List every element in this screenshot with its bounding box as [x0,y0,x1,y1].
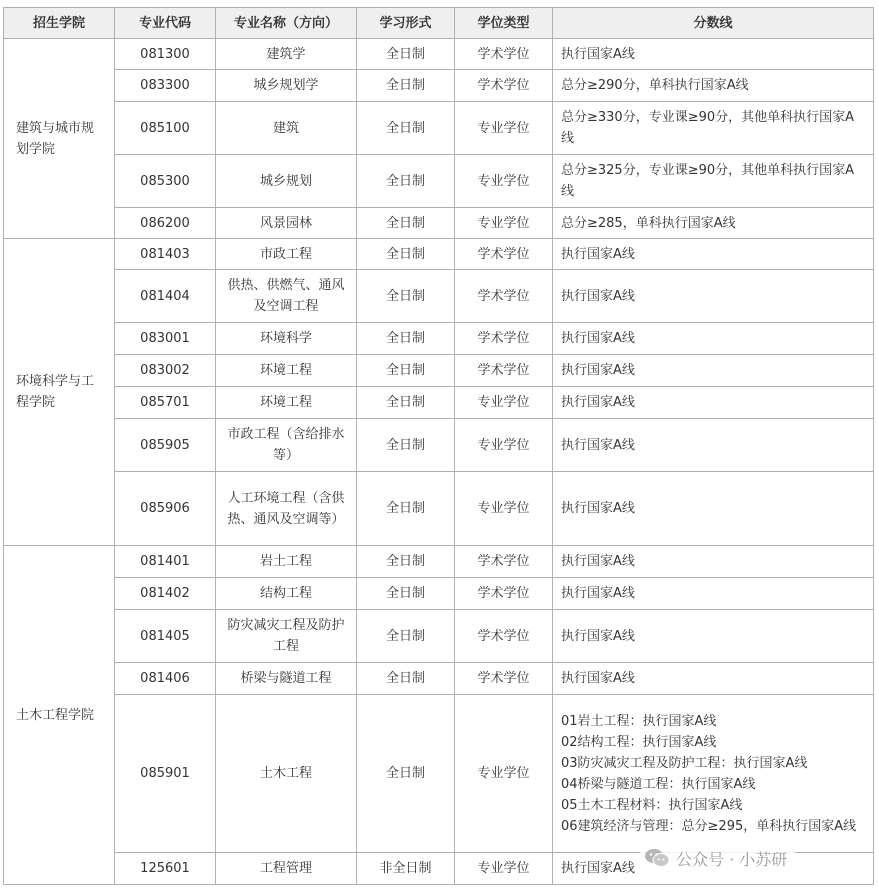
study-mode-cell: 全日制 [357,270,455,323]
table-row [4,70,874,102]
degree-type-cell: 学术学位 [455,323,553,355]
score-line-text: 03防灾减灾工程及防护工程：执行国家A线 [561,755,808,771]
study-mode-cell: 全日制 [357,387,455,419]
score-line-cell [553,419,874,472]
major-name-cell: 环境科学 [216,323,357,355]
major-name-cell: 城乡规划学 [216,70,357,102]
study-mode-cell: 全日制 [357,323,455,355]
table-row [4,208,874,239]
score-line-text: 执行国家A线 [561,628,635,644]
score-line-text: 执行国家A线 [561,246,635,262]
college-cell: 建筑与城市规划学院 [4,39,115,239]
score-line-text: 05土木工程材料：执行国家A线 [561,797,743,813]
score-line-text: 执行国家A线 [561,586,635,601]
degree-type-cell: 专业学位 [455,695,553,853]
score-line-text: 02结构工程：执行国家A线 [561,734,717,750]
degree-type-cell: 学术学位 [455,355,553,387]
score-line-cell [553,355,874,387]
major-name-cell: 市政工程（含给排水等） [216,419,357,472]
table-row [4,239,874,270]
score-line-text: 执行国家A线 [561,554,635,569]
score-line-text: 总分≥290分，单科执行国家A线 [561,78,749,93]
score-line-text: 06建筑经济与管理：总分≥295，单科执行国家A线 [561,818,857,834]
score-line-text: 总分≥285，单科执行国家A线 [561,215,736,231]
table-row [4,155,874,208]
college-cell: 环境科学与工程学院 [4,239,115,546]
major-code-cell: 083002 [115,355,216,387]
score-line-text: 执行国家A线 [561,671,635,686]
major-code-cell: 085901 [115,695,216,853]
major-code-cell: 081406 [115,663,216,695]
table-row [4,419,874,472]
major-name-cell: 结构工程 [216,578,357,610]
score-line-text: 执行国家A线 [561,331,635,346]
degree-type-cell: 学术学位 [455,70,553,102]
header-name: 专业名称（方向） [216,8,357,39]
major-name-cell: 风景园林 [216,208,357,239]
score-line-cell [553,39,874,70]
major-code-cell: 085100 [115,102,216,155]
major-code-cell: 083001 [115,323,216,355]
score-line-text: 执行国家A线 [561,861,635,876]
major-code-cell: 085905 [115,419,216,472]
major-name-cell: 环境工程 [216,355,357,387]
study-mode-cell: 非全日制 [357,853,455,885]
degree-type-cell: 学术学位 [455,270,553,323]
score-line-cell [553,239,874,270]
watermark-text: 公众号 · 小苏研 [676,849,788,869]
major-name-cell: 桥梁与隧道工程 [216,663,357,695]
table-row [4,355,874,387]
table-row [4,270,874,323]
score-line-cell [553,323,874,355]
table-row [4,39,874,70]
score-line-cell [553,208,874,239]
header-row [4,8,874,39]
degree-type-cell: 学术学位 [455,239,553,270]
score-line-text: 执行国家A线 [561,46,635,62]
degree-type-cell: 学术学位 [455,663,553,695]
study-mode-cell: 全日制 [357,70,455,102]
degree-type-cell: 专业学位 [455,155,553,208]
major-code-cell: 086200 [115,208,216,239]
major-name-cell: 环境工程 [216,387,357,419]
table-row [4,546,874,578]
table-row [4,610,874,663]
score-line-text: 01岩土工程：执行国家A线 [561,713,717,729]
major-code-cell: 081401 [115,546,216,578]
table-row [4,695,874,853]
degree-type-cell: 专业学位 [455,472,553,546]
major-code-cell: 125601 [115,853,216,885]
table-row [4,578,874,610]
major-code-cell: 081300 [115,39,216,70]
table-row [4,387,874,419]
major-code-cell: 081402 [115,578,216,610]
degree-type-cell: 专业学位 [455,102,553,155]
header-code: 专业代码 [115,8,216,39]
header-mode: 学习形式 [357,8,455,39]
score-line-text: 执行国家A线 [561,363,635,378]
score-line-cell [553,270,874,323]
table-row [4,323,874,355]
degree-type-cell: 学术学位 [455,578,553,610]
study-mode-cell: 全日制 [357,610,455,663]
major-name-cell: 工程管理 [216,853,357,885]
score-line-text: 总分≥325分，专业课≥90分，其他单科执行国家A线 [561,163,855,199]
header-score: 分数线 [553,8,874,39]
score-line-text: 执行国家A线 [561,288,635,304]
score-line-cell [553,387,874,419]
table-row [4,102,874,155]
major-code-cell: 081403 [115,239,216,270]
score-line-text: 04桥梁与隧道工程：执行国家A线 [561,776,756,792]
score-line-cell [553,70,874,102]
score-line-cell [553,610,874,663]
major-name-cell: 人工环境工程（含供热、通风及空调等） [216,472,357,546]
table-body [4,39,874,885]
major-name-cell: 建筑学 [216,39,357,70]
major-name-cell: 防灾减灾工程及防护工程 [216,610,357,663]
degree-type-cell: 专业学位 [455,387,553,419]
score-line-cell [553,546,874,578]
major-name-cell: 市政工程 [216,239,357,270]
major-code-cell: 081404 [115,270,216,323]
major-name-cell: 城乡规划 [216,155,357,208]
score-line-cell [553,695,874,853]
score-line-cell [553,663,874,695]
study-mode-cell: 全日制 [357,472,455,546]
table-row [4,663,874,695]
major-code-cell: 083300 [115,70,216,102]
score-line-cell [553,102,874,155]
degree-type-cell: 学术学位 [455,546,553,578]
study-mode-cell: 全日制 [357,695,455,853]
score-line-cell [553,578,874,610]
study-mode-cell: 全日制 [357,578,455,610]
header-degree: 学位类型 [455,8,553,39]
table-row [4,472,874,546]
score-line-cell [553,155,874,208]
degree-type-cell: 专业学位 [455,208,553,239]
score-line-text: 执行国家A线 [561,395,635,410]
degree-type-cell: 专业学位 [455,853,553,885]
study-mode-cell: 全日制 [357,102,455,155]
study-mode-cell: 全日制 [357,419,455,472]
study-mode-cell: 全日制 [357,355,455,387]
major-code-cell: 085906 [115,472,216,546]
major-code-cell: 085701 [115,387,216,419]
admission-score-table [3,7,874,885]
major-name-cell: 土木工程 [216,695,357,853]
major-code-cell: 085300 [115,155,216,208]
study-mode-cell: 全日制 [357,155,455,208]
study-mode-cell: 全日制 [357,239,455,270]
wechat-icon [644,848,670,868]
study-mode-cell: 全日制 [357,208,455,239]
score-line-cell [553,472,874,546]
degree-type-cell: 专业学位 [455,419,553,472]
college-cell: 土木工程学院 [4,546,115,885]
watermark [640,843,795,873]
major-code-cell: 081405 [115,610,216,663]
score-line-text: 执行国家A线 [561,437,635,453]
header-college: 招生学院 [4,8,115,39]
score-line-text: 总分≥330分，专业课≥90分，其他单科执行国家A线 [561,110,855,146]
study-mode-cell: 全日制 [357,39,455,70]
major-name-cell: 岩土工程 [216,546,357,578]
degree-type-cell: 学术学位 [455,610,553,663]
degree-type-cell: 学术学位 [455,39,553,70]
major-name-cell: 供热、供燃气、通风及空调工程 [216,270,357,323]
study-mode-cell: 全日制 [357,546,455,578]
score-line-text: 执行国家A线 [561,501,635,516]
major-name-cell: 建筑 [216,102,357,155]
study-mode-cell: 全日制 [357,663,455,695]
